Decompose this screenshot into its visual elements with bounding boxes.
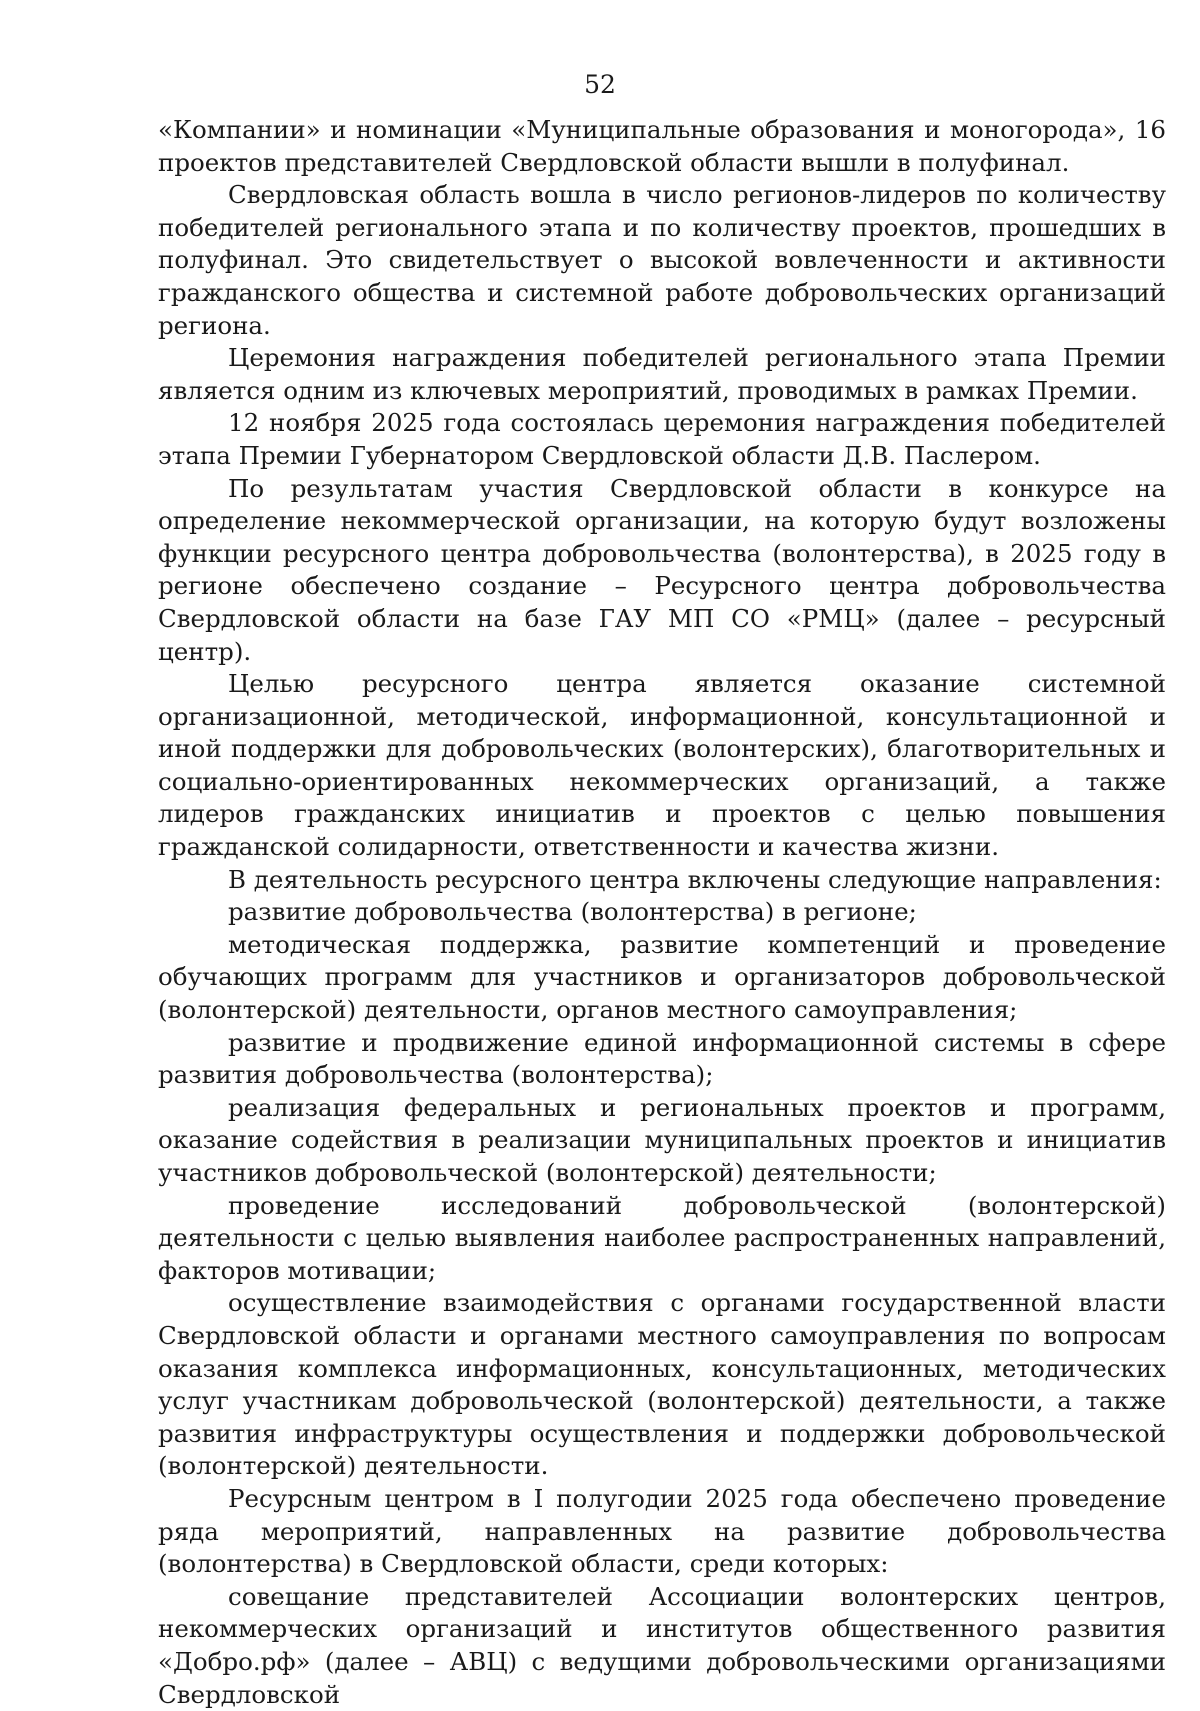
paragraph: В деятельность ресурсного центра включены следующие направления: <box>228 864 1162 894</box>
list-item: развитие и продвижение единой информационной системы в сфере развития добровольчества (волонтерства); <box>158 1027 1166 1090</box>
paragraph: Церемония награждения победителей регионального этапа Премии является одним из ключевых мероприятий, проводимых в рамках Премии. <box>158 343 1166 405</box>
paragraph: По результатам участия Свердловской области в конкурсе на определение некоммерческой организации, на которую будут возложены функции ресурсного центра добровольчества (волонтерства), в 2025 году в регионе обеспечено создание – Ресурсного центра добровольчества Свердловской области на базе ГАУ МП СО «РМЦ» (далее – ресурсный центр). <box>158 473 1166 666</box>
list-item: осуществление взаимодействия с органами государственной власти Свердловской области и органами местного самоуправления по вопросам оказания комплекса информационных, консультационных, методических услуг участникам добровольческой (волонтерской) деятельности, а также развития инфраструктуры осуществления и поддержки добровольческой (волонтерской) деятельности. <box>158 1288 1166 1481</box>
list-item: развитие добровольчества (волонтерства) в регионе; <box>228 897 917 927</box>
page-number: 52 <box>584 70 616 99</box>
document-body <box>158 114 1166 1711</box>
paragraph: Целью ресурсного центра является оказание системной организационной, методической, информационной, консультационной и иной поддержки для добровольческих (волонтерских), благотворительных и социально-ориентированных некоммерческих организаций, а также лидеров гражданских инициатив и проектов с целью повышения гражданской солидарности, ответственности и качества жизни. <box>158 669 1166 862</box>
paragraph: Свердловская область вошла в число регионов-лидеров по количеству победителей регионального этапа и по количеству проектов, прошедших в полуфинал. Это свидетельствует о высокой вовлеченности и активности гражданского общества и системной работе добровольческих организаций региона. <box>158 180 1166 340</box>
paragraph: Ресурсным центром в I полугодии 2025 года обеспечено проведение ряда мероприятий, направленных на развитие добровольчества (волонтерства) в Свердловской области, среди которых: <box>158 1483 1166 1579</box>
list-item: реализация федеральных и региональных проектов и программ, оказание содействия в реализации муниципальных проектов и инициатив участников добровольческой (волонтерской) деятельности; <box>158 1092 1166 1187</box>
paragraph: «Компании» и номинации «Муниципальные образования и моногорода», 16 проектов представителей Свердловской области вышли в полуфинал. <box>158 115 1166 177</box>
list-item: совещание представителей Ассоциации волонтерских центров, некоммерческих организаций и институтов общественного развития «Добро.рф» (далее – АВЦ) с ведущими добровольческими организациями Свердловской <box>158 1581 1166 1709</box>
list-item: проведение исследований добровольческой (волонтерской) деятельности с целью выявления наиболее распространенных направлений, факторов мотивации; <box>158 1190 1166 1285</box>
list-item: методическая поддержка, развитие компетенций и проведение обучающих программ для участников и организаторов добровольческой (волонтерской) деятельности, органов местного самоуправления; <box>158 929 1166 1025</box>
paragraph: 12 ноября 2025 года состоялась церемония награждения победителей этапа Премии Губернатором Свердловской области Д.В. Паслером. <box>158 408 1166 470</box>
